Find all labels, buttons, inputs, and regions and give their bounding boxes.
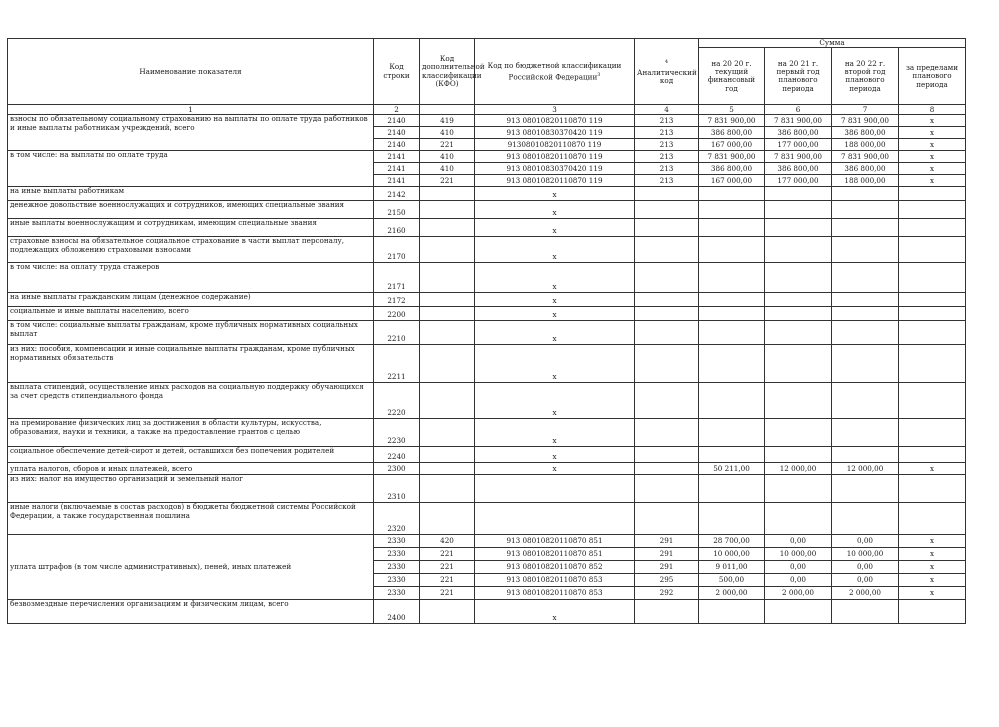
sum-beyond-cell: x [899, 127, 966, 139]
sum-year-3-cell: 0,00 [832, 561, 899, 574]
header-year-3: на 20 22 г. второй год планового периода [832, 48, 899, 105]
row-name-cell: уплата налогов, сборов и иных платежей, всего [8, 463, 374, 475]
sum-year-2-cell: 12 000,00 [765, 463, 832, 475]
sum-beyond-cell [899, 600, 966, 624]
header-bk [475, 39, 635, 105]
sum-year-1-cell: 7 831 900,00 [699, 151, 765, 163]
line-code-cell: 2140 [374, 127, 420, 139]
sum-year-3-cell [832, 475, 899, 503]
sum-beyond-cell: x [899, 463, 966, 475]
sum-beyond-cell [899, 237, 966, 263]
sum-year-2-cell [765, 447, 832, 463]
sum-year-3-cell: 386 800,00 [832, 127, 899, 139]
sum-year-1-cell: 9 011,00 [699, 561, 765, 574]
kfo-cell [420, 463, 475, 475]
line-code-cell: 2141 [374, 163, 420, 175]
sum-year-2-cell: 0,00 [765, 535, 832, 548]
sum-year-1-cell: 50 211,00 [699, 463, 765, 475]
kfo-cell [420, 345, 475, 383]
analytic-code-cell: 213 [635, 127, 699, 139]
sum-year-1-cell [699, 321, 765, 345]
kfo-cell [420, 383, 475, 419]
table-row [8, 447, 966, 463]
bk-code-cell: 913 08010830370420 119 [475, 163, 635, 175]
kfo-cell [420, 219, 475, 237]
sum-year-2-cell [765, 475, 832, 503]
table-row [8, 237, 966, 263]
table-row [8, 219, 966, 237]
bk-code-cell: x [475, 307, 635, 321]
line-code-cell: 2211 [374, 345, 420, 383]
table-row [8, 151, 966, 163]
line-code-cell: 2140 [374, 139, 420, 151]
sum-year-2-cell: 2 000,00 [765, 587, 832, 600]
row-name-cell: на премирование физических лиц за достижения в области культуры, искусства, образования, науки и техники, а также на предоставление грантов с целью [8, 419, 374, 447]
analytic-code-cell [635, 345, 699, 383]
kfo-cell: 410 [420, 127, 475, 139]
sum-year-1-cell: 167 000,00 [699, 139, 765, 151]
analytic-code-cell: 213 [635, 139, 699, 151]
sum-year-3-cell: 0,00 [832, 535, 899, 548]
sum-beyond-cell: x [899, 151, 966, 163]
analytic-code-cell [635, 419, 699, 447]
analytic-code-cell: 295 [635, 574, 699, 587]
table-row [8, 201, 966, 219]
kfo-cell: 221 [420, 548, 475, 561]
row-name-cell: взносы по обязательному социальному страхованию на выплаты по оплате труда работников и иные выплаты работникам учреждений, всего [8, 115, 374, 151]
header-bk-sup: 3 [597, 71, 601, 78]
sum-year-3-cell [832, 345, 899, 383]
sum-year-3-cell: 12 000,00 [832, 463, 899, 475]
bk-code-cell: 913 08010820110870 119 [475, 175, 635, 187]
table-row [8, 383, 966, 419]
bk-code-cell: 913 08010820110870 852 [475, 561, 635, 574]
line-code-cell: 2160 [374, 219, 420, 237]
sum-beyond-cell: x [899, 535, 966, 548]
bk-code-cell: 913 08010820110870 119 [475, 151, 635, 163]
analytic-code-cell: 213 [635, 175, 699, 187]
table-row [8, 419, 966, 447]
sum-beyond-cell: x [899, 587, 966, 600]
header-num: 2 [374, 105, 420, 115]
table-row [8, 187, 966, 201]
bk-code-cell: x [475, 419, 635, 447]
bk-code-cell: 913 08010820110870 853 [475, 587, 635, 600]
kfo-cell [420, 263, 475, 293]
header-year-1: на 20 20 г. текущий финансовый год [699, 48, 765, 105]
analytic-code-cell: 213 [635, 163, 699, 175]
kfo-cell [420, 237, 475, 263]
analytic-code-cell: 291 [635, 535, 699, 548]
sum-year-2-cell: 177 000,00 [765, 175, 832, 187]
kfo-cell: 221 [420, 587, 475, 600]
kfo-cell [420, 475, 475, 503]
kfo-cell: 221 [420, 139, 475, 151]
analytic-code-cell [635, 383, 699, 419]
table-row [8, 600, 966, 624]
line-code-cell: 2141 [374, 175, 420, 187]
row-name-cell: из них: налог на имущество организаций и земельный налог [8, 475, 374, 503]
header-year-2: на 20 21 г. первый год планового периода [765, 48, 832, 105]
analytic-code-cell [635, 503, 699, 535]
bk-code-cell: x [475, 187, 635, 201]
line-code-cell: 2330 [374, 587, 420, 600]
analytic-code-cell [635, 475, 699, 503]
sum-year-3-cell [832, 237, 899, 263]
bk-code-cell: 913 08010820110870 851 [475, 535, 635, 548]
table-row [8, 115, 966, 127]
sum-year-1-cell: 28 700,00 [699, 535, 765, 548]
header-num: 3 [475, 105, 635, 115]
analytic-code-cell: 213 [635, 151, 699, 163]
sum-beyond-cell [899, 187, 966, 201]
analytic-code-cell [635, 463, 699, 475]
sum-beyond-cell: x [899, 115, 966, 127]
analytic-code-cell [635, 600, 699, 624]
line-code-cell: 2310 [374, 475, 420, 503]
sum-year-3-cell: 7 831 900,00 [832, 151, 899, 163]
analytic-code-cell [635, 219, 699, 237]
kfo-cell [420, 187, 475, 201]
header-bk-text: Код по бюджетной классификации Российской Федерации [487, 61, 622, 81]
sum-year-1-cell [699, 219, 765, 237]
sum-year-1-cell: 386 800,00 [699, 163, 765, 175]
sum-year-3-cell: 188 000,00 [832, 175, 899, 187]
line-code-cell: 2330 [374, 535, 420, 548]
table-row [8, 475, 966, 503]
sum-year-2-cell [765, 383, 832, 419]
sum-beyond-cell [899, 219, 966, 237]
kfo-cell [420, 503, 475, 535]
sum-year-1-cell: 10 000,00 [699, 548, 765, 561]
kfo-cell [420, 447, 475, 463]
sum-year-1-cell [699, 419, 765, 447]
sum-year-1-cell: 7 831 900,00 [699, 115, 765, 127]
sum-year-3-cell [832, 503, 899, 535]
sum-year-2-cell [765, 307, 832, 321]
sum-year-2-cell [765, 237, 832, 263]
sum-year-3-cell [832, 201, 899, 219]
line-code-cell: 2141 [374, 151, 420, 163]
table-row [8, 307, 966, 321]
line-code-cell: 2170 [374, 237, 420, 263]
analytic-code-cell: 291 [635, 561, 699, 574]
row-name-cell: на иные выплаты работникам [8, 187, 374, 201]
analytic-code-cell [635, 321, 699, 345]
sum-beyond-cell [899, 447, 966, 463]
line-code-cell: 2240 [374, 447, 420, 463]
sum-year-2-cell [765, 201, 832, 219]
analytic-code-cell [635, 447, 699, 463]
header-year-4: за пределами планового периода [899, 48, 966, 105]
sum-year-3-cell [832, 447, 899, 463]
bk-code-cell [475, 475, 635, 503]
sum-year-3-cell [832, 600, 899, 624]
line-code-cell: 2220 [374, 383, 420, 419]
bk-code-cell: x [475, 293, 635, 307]
header-analytic [635, 39, 699, 105]
kfo-cell [420, 600, 475, 624]
sum-year-1-cell [699, 383, 765, 419]
sum-year-1-cell: 500,00 [699, 574, 765, 587]
sum-year-1-cell [699, 293, 765, 307]
kfo-cell: 221 [420, 574, 475, 587]
analytic-code-cell: 213 [635, 115, 699, 127]
bk-code-cell: 913 08010820110870 853 [475, 574, 635, 587]
kfo-cell: 221 [420, 175, 475, 187]
sum-year-3-cell: 188 000,00 [832, 139, 899, 151]
kfo-cell [420, 293, 475, 307]
sum-beyond-cell: x [899, 561, 966, 574]
header-num: 6 [765, 105, 832, 115]
line-code-cell: 2171 [374, 263, 420, 293]
bk-code-cell: x [475, 600, 635, 624]
sum-year-3-cell: 10 000,00 [832, 548, 899, 561]
sum-year-2-cell: 177 000,00 [765, 139, 832, 151]
bk-code-cell: 91308010820110870 119 [475, 139, 635, 151]
row-name-cell: выплата стипендий, осуществление иных расходов на социальную поддержку обучающихся за счет средств стипендиального фонда [8, 383, 374, 419]
line-code-cell: 2320 [374, 503, 420, 535]
sum-year-1-cell: 386 800,00 [699, 127, 765, 139]
analytic-code-cell [635, 293, 699, 307]
sum-year-1-cell: 167 000,00 [699, 175, 765, 187]
bk-code-cell: x [475, 263, 635, 293]
sum-beyond-cell [899, 321, 966, 345]
kfo-cell: 419 [420, 115, 475, 127]
kfo-cell [420, 307, 475, 321]
header-num: 7 [832, 105, 899, 115]
line-code-cell: 2330 [374, 548, 420, 561]
kfo-cell [420, 201, 475, 219]
sum-year-1-cell [699, 187, 765, 201]
bk-code-cell: x [475, 447, 635, 463]
sum-year-2-cell [765, 345, 832, 383]
sum-year-3-cell: 2 000,00 [832, 587, 899, 600]
analytic-code-cell: 292 [635, 587, 699, 600]
sum-year-3-cell: 386 800,00 [832, 163, 899, 175]
line-code-cell: 2330 [374, 574, 420, 587]
kfo-cell: 410 [420, 163, 475, 175]
sum-beyond-cell: x [899, 139, 966, 151]
line-code-cell: 2300 [374, 463, 420, 475]
header-num: 4 [635, 105, 699, 115]
line-code-cell: 2400 [374, 600, 420, 624]
sum-year-3-cell [832, 263, 899, 293]
sum-beyond-cell [899, 475, 966, 503]
row-name-cell: в том числе: на оплату труда стажеров [8, 263, 374, 293]
analytic-code-cell [635, 307, 699, 321]
row-name-cell: иные выплаты военнослужащим и сотрудникам, имеющим специальные звания [8, 219, 374, 237]
sum-beyond-cell [899, 345, 966, 383]
header-num: 8 [899, 105, 966, 115]
row-name-cell: уплата штрафов (в том числе административных), пеней, иных платежей [8, 535, 374, 600]
table-row [8, 293, 966, 307]
analytic-code-cell [635, 263, 699, 293]
sum-year-2-cell [765, 503, 832, 535]
analytic-code-cell [635, 187, 699, 201]
line-code-cell: 2140 [374, 115, 420, 127]
bk-code-cell: x [475, 345, 635, 383]
kfo-cell [420, 419, 475, 447]
header-analytic-text: Аналитический код [637, 67, 697, 86]
sum-year-2-cell: 0,00 [765, 561, 832, 574]
analytic-code-cell [635, 201, 699, 219]
analytic-code-cell [635, 237, 699, 263]
table-row [8, 345, 966, 383]
bk-code-cell: 913 08010820110870 851 [475, 548, 635, 561]
bk-code-cell: x [475, 237, 635, 263]
sum-year-2-cell [765, 419, 832, 447]
sum-year-3-cell [832, 307, 899, 321]
line-code-cell: 2210 [374, 321, 420, 345]
sum-year-1-cell: 2 000,00 [699, 587, 765, 600]
bk-code-cell: 913 08010820110870 119 [475, 115, 635, 127]
sum-year-2-cell: 386 800,00 [765, 163, 832, 175]
sum-year-2-cell: 7 831 900,00 [765, 115, 832, 127]
header-num: 5 [699, 105, 765, 115]
sum-year-3-cell [832, 321, 899, 345]
sum-year-2-cell [765, 293, 832, 307]
sum-year-2-cell [765, 600, 832, 624]
sum-year-2-cell: 7 831 900,00 [765, 151, 832, 163]
line-code-cell: 2150 [374, 201, 420, 219]
line-code-cell: 2230 [374, 419, 420, 447]
sum-year-2-cell: 0,00 [765, 574, 832, 587]
header-code-line: Код строки [374, 39, 420, 105]
sum-year-2-cell: 10 000,00 [765, 548, 832, 561]
sum-year-3-cell [832, 187, 899, 201]
sum-year-2-cell [765, 187, 832, 201]
sum-year-1-cell [699, 600, 765, 624]
sum-beyond-cell [899, 293, 966, 307]
sum-beyond-cell: x [899, 548, 966, 561]
header-sum: Сумма [699, 39, 966, 48]
bk-code-cell: x [475, 321, 635, 345]
sum-beyond-cell: x [899, 175, 966, 187]
table-row [8, 463, 966, 475]
bk-code-cell: x [475, 219, 635, 237]
row-name-cell: в том числе: на выплаты по оплате труда [8, 151, 374, 187]
sum-year-3-cell [832, 293, 899, 307]
sum-year-1-cell [699, 475, 765, 503]
bk-code-cell: 913 08010830370420 119 [475, 127, 635, 139]
row-name-cell: социальные и иные выплаты населению, всего [8, 307, 374, 321]
header-num [420, 105, 475, 115]
row-name-cell: социальное обеспечение детей-сирот и детей, оставшихся без попечения родителей [8, 447, 374, 463]
sum-year-2-cell: 386 800,00 [765, 127, 832, 139]
sum-year-1-cell [699, 503, 765, 535]
row-name-cell: денежное довольствие военнослужащих и сотрудников, имеющих специальные звания [8, 201, 374, 219]
sum-beyond-cell [899, 307, 966, 321]
kfo-cell: 410 [420, 151, 475, 163]
budget-table [7, 38, 966, 624]
row-name-cell: из них: пособия, компенсации и иные социальные выплаты гражданам, кроме публичных нормативных обязательств [8, 345, 374, 383]
line-code-cell: 2330 [374, 561, 420, 574]
sum-year-2-cell [765, 263, 832, 293]
sum-year-3-cell [832, 383, 899, 419]
row-name-cell: в том числе: социальные выплаты гражданам, кроме публичных нормативных социальных выплат [8, 321, 374, 345]
line-code-cell: 2142 [374, 187, 420, 201]
sum-year-1-cell [699, 447, 765, 463]
sum-beyond-cell [899, 383, 966, 419]
kfo-cell [420, 321, 475, 345]
row-name-cell: на иные выплаты гражданским лицам (денежное содержание) [8, 293, 374, 307]
row-name-cell: страховые взносы на обязательное социальное страхование в части выплат персоналу, подлежащих обложению страховыми взносами [8, 237, 374, 263]
sum-year-3-cell [832, 219, 899, 237]
line-code-cell: 2172 [374, 293, 420, 307]
bk-code-cell [475, 503, 635, 535]
sum-year-3-cell: 0,00 [832, 574, 899, 587]
row-name-cell: безвозмездные перечисления организациям и физическим лицам, всего [8, 600, 374, 624]
header-analytic-sup: 4 [664, 58, 669, 65]
analytic-code-cell: 291 [635, 548, 699, 561]
row-name-cell: иные налоги (включаемые в состав расходов) в бюджеты бюджетной системы Российской Федерации, а также государственная пошлина [8, 503, 374, 535]
header-kfo: Код дополнительной классификации (КФО) [420, 39, 475, 105]
header-num: 1 [8, 105, 374, 115]
table-row [8, 503, 966, 535]
bk-code-cell: x [475, 463, 635, 475]
header-number-row [8, 105, 966, 115]
sum-year-1-cell [699, 345, 765, 383]
sum-beyond-cell: x [899, 163, 966, 175]
line-code-cell: 2200 [374, 307, 420, 321]
table-row [8, 535, 966, 548]
bk-code-cell: x [475, 201, 635, 219]
sum-beyond-cell [899, 503, 966, 535]
sum-beyond-cell [899, 263, 966, 293]
sum-year-3-cell: 7 831 900,00 [832, 115, 899, 127]
table-row [8, 321, 966, 345]
sum-year-2-cell [765, 321, 832, 345]
header-name: Наименование показателя [8, 39, 374, 105]
sum-year-1-cell [699, 201, 765, 219]
kfo-cell: 420 [420, 535, 475, 548]
sum-beyond-cell: x [899, 574, 966, 587]
sum-year-2-cell [765, 219, 832, 237]
kfo-cell: 221 [420, 561, 475, 574]
sum-year-1-cell [699, 263, 765, 293]
sum-year-1-cell [699, 307, 765, 321]
sum-beyond-cell [899, 201, 966, 219]
table-row [8, 263, 966, 293]
sum-beyond-cell [899, 419, 966, 447]
bk-code-cell: x [475, 383, 635, 419]
sum-year-3-cell [832, 419, 899, 447]
sum-year-1-cell [699, 237, 765, 263]
